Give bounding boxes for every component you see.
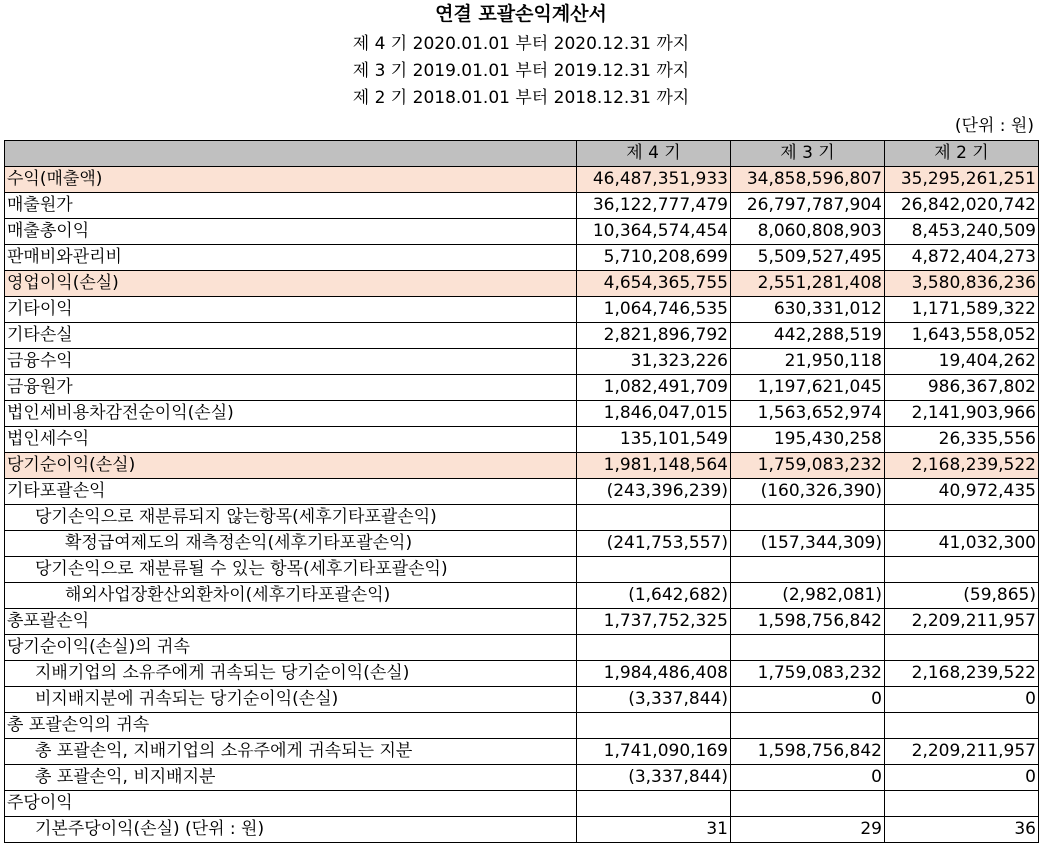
value-cell-period-2: 36 (885, 817, 1039, 843)
value-cell-period-3: 5,509,527,495 (731, 245, 885, 271)
value-cell-period-4: 1,846,047,015 (577, 401, 731, 427)
table-row (5, 687, 1039, 713)
value-cell-period-4 (577, 635, 731, 661)
value-cell-period-4: 2,821,896,792 (577, 323, 731, 349)
row-label: 총 포괄손익의 귀속 (5, 713, 577, 739)
table-row (5, 635, 1039, 661)
value-cell-period-4 (577, 557, 731, 583)
table-row (5, 765, 1039, 791)
period-line-3: 제 3 기 2019.01.01 부터 2019.12.31 까지 (352, 61, 690, 81)
value-cell-period-4: 1,082,491,709 (577, 375, 731, 401)
table-row (5, 167, 1039, 193)
table-row (5, 531, 1039, 557)
value-cell-period-3: 8,060,808,903 (731, 219, 885, 245)
header-cell-period-2: 제 2 기 (885, 141, 1039, 167)
header-cell-period-4: 제 4 기 (577, 141, 731, 167)
header-row (5, 141, 1039, 167)
table-row (5, 791, 1039, 817)
value-cell-period-4: 1,981,148,564 (577, 453, 731, 479)
unit-label: (단위 : 원) (954, 116, 1034, 136)
row-label: 지배기업의 소유주에게 귀속되는 당기순이익(손실) (5, 661, 577, 687)
value-cell-period-4: 135,101,549 (577, 427, 731, 453)
table-row (5, 349, 1039, 375)
row-label: 판매비와관리비 (5, 245, 577, 271)
table-row (5, 193, 1039, 219)
value-cell-period-4: (3,337,844) (577, 687, 731, 713)
value-cell-period-2 (885, 557, 1039, 583)
value-cell-period-2: 19,404,262 (885, 349, 1039, 375)
table-row (5, 427, 1039, 453)
value-cell-period-4: (1,642,682) (577, 583, 731, 609)
table-row (5, 297, 1039, 323)
value-cell-period-2: 1,171,589,322 (885, 297, 1039, 323)
value-cell-period-3: 34,858,596,807 (731, 167, 885, 193)
value-cell-period-4: 36,122,777,479 (577, 193, 731, 219)
table-row (5, 219, 1039, 245)
value-cell-period-4: (3,337,844) (577, 765, 731, 791)
value-cell-period-2: 986,367,802 (885, 375, 1039, 401)
row-label: 법인세수익 (5, 427, 577, 453)
table-row (5, 817, 1039, 843)
value-cell-period-2: 4,872,404,273 (885, 245, 1039, 271)
value-cell-period-3: 442,288,519 (731, 323, 885, 349)
value-cell-period-2: (59,865) (885, 583, 1039, 609)
row-label: 기본주당이익(손실) (단위 : 원) (5, 817, 577, 843)
row-label: 총 포괄손익, 지배기업의 소유주에게 귀속되는 지분 (5, 739, 577, 765)
value-cell-period-3: 21,950,118 (731, 349, 885, 375)
header-cell-period-3: 제 3 기 (731, 141, 885, 167)
value-cell-period-4: (241,753,557) (577, 531, 731, 557)
value-cell-period-3: 1,598,756,842 (731, 739, 885, 765)
value-cell-period-2: 1,643,558,052 (885, 323, 1039, 349)
value-cell-period-4 (577, 505, 731, 531)
value-cell-period-4: 46,487,351,933 (577, 167, 731, 193)
value-cell-period-2: 0 (885, 687, 1039, 713)
value-cell-period-2: 0 (885, 765, 1039, 791)
value-cell-period-4: 1,737,752,325 (577, 609, 731, 635)
table-row (5, 271, 1039, 297)
table-row (5, 505, 1039, 531)
row-label: 주당이익 (5, 791, 577, 817)
value-cell-period-4: 4,654,365,755 (577, 271, 731, 297)
table-row (5, 557, 1039, 583)
value-cell-period-3: (157,344,309) (731, 531, 885, 557)
header-cell-label (5, 141, 577, 167)
value-cell-period-4: (243,396,239) (577, 479, 731, 505)
table-row (5, 453, 1039, 479)
value-cell-period-4 (577, 791, 731, 817)
value-cell-period-2 (885, 791, 1039, 817)
table-row (5, 245, 1039, 271)
table-row (5, 323, 1039, 349)
value-cell-period-3: 2,551,281,408 (731, 271, 885, 297)
value-cell-period-3: (160,326,390) (731, 479, 885, 505)
value-cell-period-4: 31 (577, 817, 731, 843)
value-cell-period-3: 1,759,083,232 (731, 453, 885, 479)
period-line-4: 제 4 기 2020.01.01 부터 2020.12.31 까지 (352, 34, 690, 54)
value-cell-period-4: 5,710,208,699 (577, 245, 731, 271)
value-cell-period-3 (731, 791, 885, 817)
table-row (5, 375, 1039, 401)
value-cell-period-4: 31,323,226 (577, 349, 731, 375)
value-cell-period-3 (731, 557, 885, 583)
value-cell-period-3: 1,598,756,842 (731, 609, 885, 635)
row-label: 해외사업장환산외환차이(세후기타포괄손익) (5, 583, 577, 609)
row-label: 기타포괄손익 (5, 479, 577, 505)
row-label: 당기손익으로 재분류되지 않는항목(세후기타포괄손익) (5, 505, 577, 531)
row-label: 매출원가 (5, 193, 577, 219)
value-cell-period-3: 1,759,083,232 (731, 661, 885, 687)
table-row (5, 609, 1039, 635)
value-cell-period-2: 41,032,300 (885, 531, 1039, 557)
row-label: 총포괄손익 (5, 609, 577, 635)
row-label: 당기순이익(손실)의 귀속 (5, 635, 577, 661)
table-row (5, 583, 1039, 609)
value-cell-period-2 (885, 713, 1039, 739)
value-cell-period-4: 1,064,746,535 (577, 297, 731, 323)
value-cell-period-2: 2,209,211,957 (885, 739, 1039, 765)
row-label: 기타이익 (5, 297, 577, 323)
row-label: 수익(매출액) (5, 167, 577, 193)
value-cell-period-2 (885, 635, 1039, 661)
table-row (5, 739, 1039, 765)
value-cell-period-3: 0 (731, 765, 885, 791)
statement-body (5, 141, 1039, 843)
value-cell-period-2: 40,972,435 (885, 479, 1039, 505)
value-cell-period-2: 2,141,903,966 (885, 401, 1039, 427)
value-cell-period-3: 1,563,652,974 (731, 401, 885, 427)
value-cell-period-3: 1,197,621,045 (731, 375, 885, 401)
value-cell-period-2: 2,168,239,522 (885, 453, 1039, 479)
value-cell-period-3 (731, 713, 885, 739)
value-cell-period-3 (731, 635, 885, 661)
value-cell-period-3: 630,331,012 (731, 297, 885, 323)
value-cell-period-3 (731, 505, 885, 531)
value-cell-period-2: 26,842,020,742 (885, 193, 1039, 219)
value-cell-period-4 (577, 713, 731, 739)
table-row (5, 661, 1039, 687)
value-cell-period-2: 26,335,556 (885, 427, 1039, 453)
value-cell-period-2: 3,580,836,236 (885, 271, 1039, 297)
value-cell-period-4: 1,741,090,169 (577, 739, 731, 765)
row-label: 기타손실 (5, 323, 577, 349)
row-label: 총 포괄손익, 비지배지분 (5, 765, 577, 791)
period-line-2: 제 2 기 2018.01.01 부터 2018.12.31 까지 (352, 88, 690, 108)
value-cell-period-2: 2,209,211,957 (885, 609, 1039, 635)
row-label: 매출총이익 (5, 219, 577, 245)
row-label: 영업이익(손실) (5, 271, 577, 297)
table-row (5, 479, 1039, 505)
value-cell-period-3: 195,430,258 (731, 427, 885, 453)
row-label: 금융수익 (5, 349, 577, 375)
value-cell-period-3: 0 (731, 687, 885, 713)
row-label: 금융원가 (5, 375, 577, 401)
value-cell-period-3: 29 (731, 817, 885, 843)
row-label: 당기순이익(손실) (5, 453, 577, 479)
table-row (5, 401, 1039, 427)
row-label: 비지배지분에 귀속되는 당기순이익(손실) (5, 687, 577, 713)
value-cell-period-3: (2,982,081) (731, 583, 885, 609)
value-cell-period-2: 2,168,239,522 (885, 661, 1039, 687)
value-cell-period-2: 8,453,240,509 (885, 219, 1039, 245)
value-cell-period-4: 10,364,574,454 (577, 219, 731, 245)
value-cell-period-3: 26,797,787,904 (731, 193, 885, 219)
table-row (5, 713, 1039, 739)
row-label: 확정급여제도의 재측정손익(세후기타포괄손익) (5, 531, 577, 557)
value-cell-period-2: 35,295,261,251 (885, 167, 1039, 193)
value-cell-period-2 (885, 505, 1039, 531)
row-label: 법인세비용차감전순이익(손실) (5, 401, 577, 427)
statement-title: 연결 포괄손익계산서 (435, 3, 607, 25)
income-statement-table (4, 140, 1039, 843)
row-label: 당기손익으로 재분류될 수 있는 항목(세후기타포괄손익) (5, 557, 577, 583)
value-cell-period-4: 1,984,486,408 (577, 661, 731, 687)
